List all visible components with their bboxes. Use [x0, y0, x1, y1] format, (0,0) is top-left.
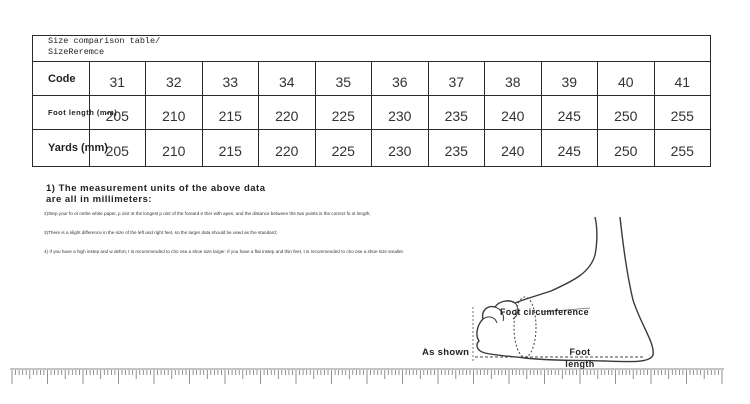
table-cell: 255 [654, 96, 711, 130]
table-caption-line2: SizeReremce [48, 47, 105, 57]
table-cell: 32 [146, 62, 203, 96]
row-label-foot-length: Foot length (mm) [33, 96, 90, 130]
table-cell: 34 [259, 62, 316, 96]
table-cell: 250 [598, 96, 655, 130]
table-cell: 210 [146, 130, 203, 167]
table-cell: 245 [541, 130, 598, 167]
table-cell: 215 [202, 130, 259, 167]
table-cell: 225 [315, 130, 372, 167]
table-cell: 230 [372, 96, 429, 130]
table-cell: 38 [485, 62, 542, 96]
table-cell: 210 [146, 96, 203, 130]
size-comparison-table [32, 35, 711, 167]
row-label-code: Code [33, 62, 90, 96]
table-cell: 220 [259, 130, 316, 167]
measuring-ruler [0, 360, 750, 404]
table-cell: 250 [598, 130, 655, 167]
note-instep-advice: 4) If you have a high instep and w defort, t is recommended to cho ose a shoe size larger. If you have a flat instep and thin feet, t is recommended to cho ose a shoe size smaller. [44, 249, 405, 254]
as-shown-label: As shown [422, 347, 470, 358]
table-cell: 225 [315, 96, 372, 130]
table-cell: 220 [259, 96, 316, 130]
foot-circumference-marker [514, 297, 536, 357]
table-cell: 235 [428, 130, 485, 167]
table-cell: 35 [315, 62, 372, 96]
table-cell: 41 [654, 62, 711, 96]
table-cell: 215 [202, 96, 259, 130]
foot-circumference-label: Foot circumference [500, 307, 589, 317]
note-left-right-difference: 3)There is a slight difference in the size of the left and right feet, so the larger data should be used as the standard; [44, 230, 278, 235]
table-cell: 205 [89, 96, 146, 130]
table-cell: 245 [541, 96, 598, 130]
foot-illustration [455, 215, 670, 365]
table-caption [33, 36, 711, 62]
table-cell: 235 [428, 96, 485, 130]
foot-length-line1: Foot [569, 347, 591, 357]
table-cell: 240 [485, 130, 542, 167]
table-cell: 240 [485, 96, 542, 130]
table-cell: 255 [654, 130, 711, 167]
table-row-code [33, 62, 711, 96]
table-caption-line1: Size comparison table/ [48, 36, 161, 46]
table-cell: 31 [89, 62, 146, 96]
table-cell: 33 [202, 62, 259, 96]
table-row-yards [33, 130, 711, 167]
table-cell: 40 [598, 62, 655, 96]
table-cell: 230 [372, 130, 429, 167]
note-step-on-paper: 2)Step your fo ot onthe white paper, p oint ot the longest p oint of the foreard e ther with apen, and the distance between the two points is the correct fo ot length; [44, 211, 371, 216]
table-row-foot-length [33, 96, 711, 130]
table-cell: 39 [541, 62, 598, 96]
row-label-yards: Yards (mm) [33, 130, 90, 167]
table-cell: 36 [372, 62, 429, 96]
foot-length-line2: length [565, 359, 595, 369]
table-cell: 37 [428, 62, 485, 96]
foot-outline-icon [477, 217, 653, 362]
table-cell: 205 [89, 130, 146, 167]
note-measurement-units: 1) The measurement units of the above data are all in millimeters: [46, 183, 266, 205]
